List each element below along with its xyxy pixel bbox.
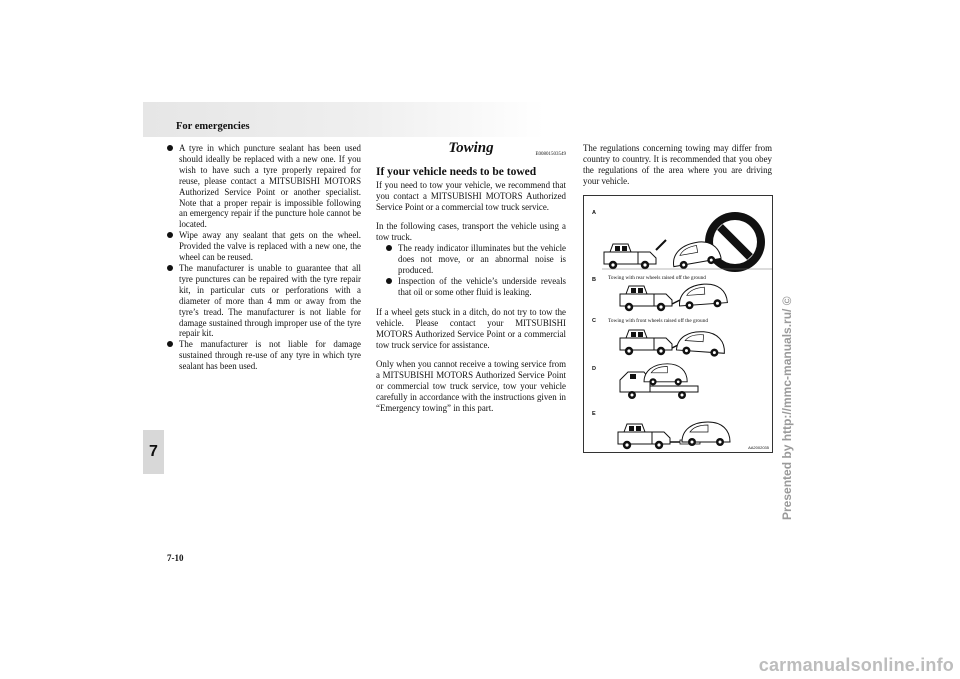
regulations-paragraph: The regulations concerning towing may differ from country to country. It is recommended that you obey the regulations of the area where you are driving your vehicle. bbox=[583, 143, 772, 186]
caption-front-raised: Towing with front wheels raised off the ground bbox=[608, 318, 709, 324]
bullet-icon bbox=[167, 145, 173, 151]
middle-column bbox=[376, 140, 566, 414]
intro-paragraph: If you need to tow your vehicle, we recommend that you contact a MITSUBISHI MOTORS Authorized Service Point or a commercial tow truck service. bbox=[376, 179, 566, 212]
towing-heading: Towing bbox=[448, 140, 494, 156]
bullet-text: A tyre in which puncture sealant has been used should ideally be replaced with a new one. If you wish to have such a tyre properly repaired for reuse, please contact a MITSUBISHI MOTORS Authorized Service Point or another specialist. Note that a proper repair is impossible following an emergency repair if the puncture hole cannot be located. bbox=[179, 143, 361, 230]
bullet-text: The manufacturer is unable to guarantee that all tyre punctures can be repaired with the tyre repair kit, in particular cuts or perforations with a diameter of more than 4 mm or away from the tyre’s tread. The manufacturer is not liable for damage sustained through improper use of the tyre repair kit. bbox=[179, 262, 361, 339]
bullet-text: Wipe away any sealant that gets on the wheel. Provided the valve is replaced with a new one, the wheel can be reused. bbox=[179, 230, 361, 263]
chapter-tab: 7 bbox=[143, 430, 164, 474]
towing-subheading: If your vehicle needs to be towed bbox=[376, 165, 537, 178]
bullet-item bbox=[167, 230, 361, 263]
bullet-icon bbox=[167, 341, 173, 347]
cases-intro: In the following cases, transport the vehicle using a tow truck. bbox=[376, 221, 566, 243]
figure-label-b: B bbox=[592, 277, 596, 283]
case-text: The ready indicator illuminates but the vehicle does not move, or an abnormal noise is produced. bbox=[398, 243, 566, 276]
bullet-icon bbox=[167, 265, 173, 271]
figure-label-e: E bbox=[592, 411, 596, 417]
figure-label-d: D bbox=[592, 366, 596, 372]
case-item bbox=[386, 243, 566, 276]
right-column bbox=[583, 143, 772, 187]
towing-figure bbox=[583, 195, 773, 453]
bullet-item bbox=[167, 339, 361, 372]
case-item bbox=[386, 276, 566, 298]
left-column bbox=[167, 143, 361, 372]
case-text: Inspection of the vehicle’s underside reveals that oil or some other fluid is leaking. bbox=[398, 275, 566, 297]
figure-code: AA2002035 bbox=[748, 445, 769, 450]
page-number: 7-10 bbox=[167, 553, 184, 563]
side-watermark: Presented by http://mmc-manuals.ru/ © bbox=[780, 296, 794, 520]
bullet-item bbox=[167, 143, 361, 230]
no-service-paragraph: Only when you cannot receive a towing service from a MITSUBISHI MOTORS Authorized Service Point or commercial tow truck service, tow your vehicle carefully in accordance with the instructions given in “Emergency towing” in this part. bbox=[376, 359, 566, 414]
prohibited-towing bbox=[604, 212, 765, 272]
bullet-icon bbox=[386, 278, 392, 284]
bullet-icon bbox=[386, 245, 392, 251]
bullet-item bbox=[167, 263, 361, 339]
ditch-paragraph: If a wheel gets stuck in a ditch, do not try to tow the vehicle. Please contact your MITSUBISHI MOTORS Authorized Service Point or a commercial tow truck service for assistance. bbox=[376, 306, 566, 350]
bullet-text: The manufacturer is not liable for damage sustained through re-use of any tyre in which tyre sealant has been used. bbox=[179, 339, 361, 372]
bottom-watermark: carmanualsonline.info bbox=[758, 655, 954, 675]
section-code: E00801503549 bbox=[535, 151, 566, 157]
towing-illustration bbox=[584, 196, 774, 454]
caption-rear-raised: Towing with rear wheels raised off the ground bbox=[608, 275, 706, 281]
section-title: For emergencies bbox=[176, 121, 250, 132]
bullet-icon bbox=[167, 232, 173, 238]
figure-label-c: C bbox=[592, 318, 596, 324]
figure-label-a: A bbox=[592, 210, 596, 216]
